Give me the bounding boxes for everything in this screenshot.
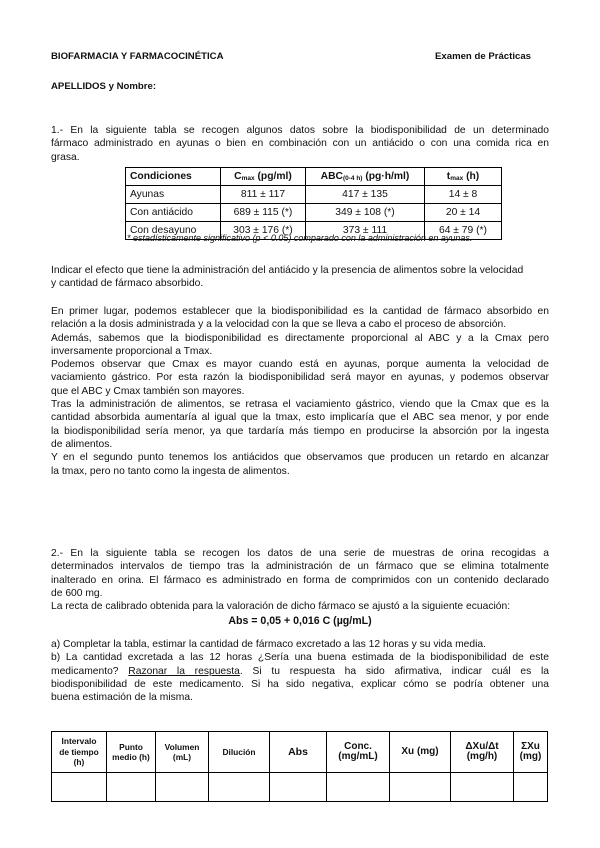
table-cell: [209, 773, 270, 802]
q2-line: determinados intervalos de tiempo tras la administración de un fármaco que se elimina totalmente: [51, 561, 549, 573]
table-cell: Con desayuno: [126, 222, 221, 240]
table-cell: Con antiácido: [126, 204, 221, 222]
table-header-row: [52, 732, 548, 773]
answer-line: de alimentos.: [51, 438, 113, 450]
col-cumulative: ΣXu (mg): [514, 732, 548, 773]
table-cell: [107, 773, 156, 802]
q2-intro: [51, 547, 549, 613]
exam-title: Examen de Prácticas: [435, 51, 531, 62]
answer-line: cantidad absorbida aumentaría al igual que la tmax, esto implicaría que el ABC sea menor, y por ende: [51, 412, 549, 424]
col-conc: Conc. (mg/mL): [327, 732, 390, 773]
q1-prompt-line: y cantidad de fármaco absorbido.: [51, 278, 204, 290]
q2-line: inalterado en orina. El fármaco es administrado en forma de comprimidos con un contenido declarado: [51, 574, 549, 586]
col-rate: ΔXu/Δt (mg/h): [451, 732, 514, 773]
table-cell: 14 ± 8: [425, 186, 502, 204]
urine-samples-table: [51, 731, 548, 802]
col-cmax: Cmax (pg/ml): [221, 168, 306, 186]
table-cell: 64 ± 79 (*): [425, 222, 502, 240]
bioavailability-table: [125, 167, 502, 240]
table-cell: 349 ± 108 (*): [306, 204, 425, 222]
part-b-line: medicamento? Razonar la respuesta. Si tu respuesta ha sido afirmativa, indicar cuál es la: [51, 665, 549, 677]
col-midpoint: Punto medio (h): [107, 732, 156, 773]
table-cell: [156, 773, 209, 802]
answer-line: Tras la administración de alimentos, se retrasa el vaciamiento gástrico, viendo que la Cmax que es la: [51, 399, 549, 411]
q2-line: de 600 mg.: [51, 587, 103, 599]
col-tmax: tmax (h): [425, 168, 502, 186]
col-abc: ABC(0-4 h) (pg·h/ml): [306, 168, 425, 186]
q1-answer: [51, 305, 549, 478]
q2-line: La recta de calibrado obtenida para la valoración de dicho fármaco se ajustó a la siguiente ecuación:: [51, 601, 511, 613]
part-b-line: biodisponibilidad de este medicamento. Si ha sido negativa, explicar cómo se podría obtener una: [51, 678, 549, 690]
table-row: [126, 204, 502, 222]
table-header-row: [126, 168, 502, 186]
col-dilution: Dilución: [209, 732, 270, 773]
q1-line: grasa.: [51, 151, 80, 163]
table-cell: 417 ± 135: [306, 186, 425, 204]
q2-line: 2.- En la siguiente tabla se recogen los datos de una serie de muestras de orina recogidas a: [51, 548, 549, 559]
q1-line: fármaco administrado en ayunas o bien en combinación con un antiácido o con una comida rica en: [51, 138, 549, 150]
q1-line: 1.- En la siguiente tabla se recogen algunos datos sobre la biodisponibilidad de un determinado: [51, 125, 549, 136]
course-title: BIOFARMACIA Y FARMACOCINÉTICA: [51, 51, 224, 62]
answer-line: inversamente proporcional a Tmax.: [51, 345, 213, 357]
table-cell: Ayunas: [126, 186, 221, 204]
answer-line: Y en el segundo punto tenemos los antiácidos que observamos que producen un retardo en alcanzar: [51, 452, 549, 464]
table-cell: [451, 773, 514, 802]
table-cell: 373 ± 111: [306, 222, 425, 240]
col-abs: Abs: [270, 732, 327, 773]
col-interval: Intervalo de tiempo (h): [52, 732, 107, 773]
q2-parts: [51, 638, 549, 704]
table-cell: 811 ± 117: [221, 186, 306, 204]
part-b-line: b) La cantidad excretada a las 12 horas ¿Sería una buena estimada de la biodisponibilidad de este: [51, 652, 549, 664]
answer-line: la biodisponibilidad sería menor, ya que tardaría más tiempo en producirse la absorción por la ingesta: [51, 425, 549, 437]
table-cell: [52, 773, 107, 802]
table-cell: [390, 773, 451, 802]
answer-line: Podemos observar que Cmax es mayor cuando está en ayunas, porque aumenta la velocidad de: [51, 359, 549, 371]
answer-line: que el ABC y Cmax también son mayores.: [51, 385, 245, 397]
q1-prompt: [51, 264, 549, 291]
table-cell: 20 ± 14: [425, 204, 502, 222]
answer-line: la tmax, pero no tanto como la ingesta de alimentos.: [51, 465, 290, 477]
col-volume: Volumen (mL): [156, 732, 209, 773]
q1-prompt-line: Indicar el efecto que tiene la administración del antiácido y la presencia de alimentos sobre la velocidad: [51, 265, 524, 276]
answer-line: En primer lugar, podemos establecer que la biodisponibilidad es la cantidad de fármaco absorbido en: [51, 306, 549, 317]
col-xu: Xu (mg): [390, 732, 451, 773]
table-cell: 689 ± 115 (*): [221, 204, 306, 222]
table-cell: [514, 773, 548, 802]
table-footnote: * estadísticamente significativo (p < 0.05) comparado con la administración en ayunas.: [127, 233, 473, 243]
table-cell: [270, 773, 327, 802]
part-b-line: buena estimación de la misma.: [51, 692, 193, 704]
part-a: a) Completar la tabla, estimar la cantidad de fármaco excretado a las 12 horas y su vida media.: [51, 639, 486, 650]
name-label: APELLIDOS y Nombre:: [51, 81, 157, 92]
answer-line: relación a la dosis administrada y a la velocidad con la que se lleva a cabo el proceso de absorción.: [51, 319, 507, 331]
col-conditions: Condiciones: [126, 168, 221, 186]
table-cell: [327, 773, 390, 802]
answer-line: vaciamiento gástrico. Por esta razón la biodisponibilidad será mayor en ayunas, y podemos observar: [51, 372, 549, 384]
q1-intro: [51, 124, 549, 164]
table-row: [52, 773, 548, 802]
answer-line: Además, sabemos que la biodisponibilidad es directamente proporcional al ABC y a la Cmax pero: [51, 332, 549, 344]
calibration-equation: Abs = 0,05 + 0,016 C (µg/mL): [228, 615, 372, 627]
table-cell: 303 ± 176 (*): [221, 222, 306, 240]
table-row: [126, 186, 502, 204]
